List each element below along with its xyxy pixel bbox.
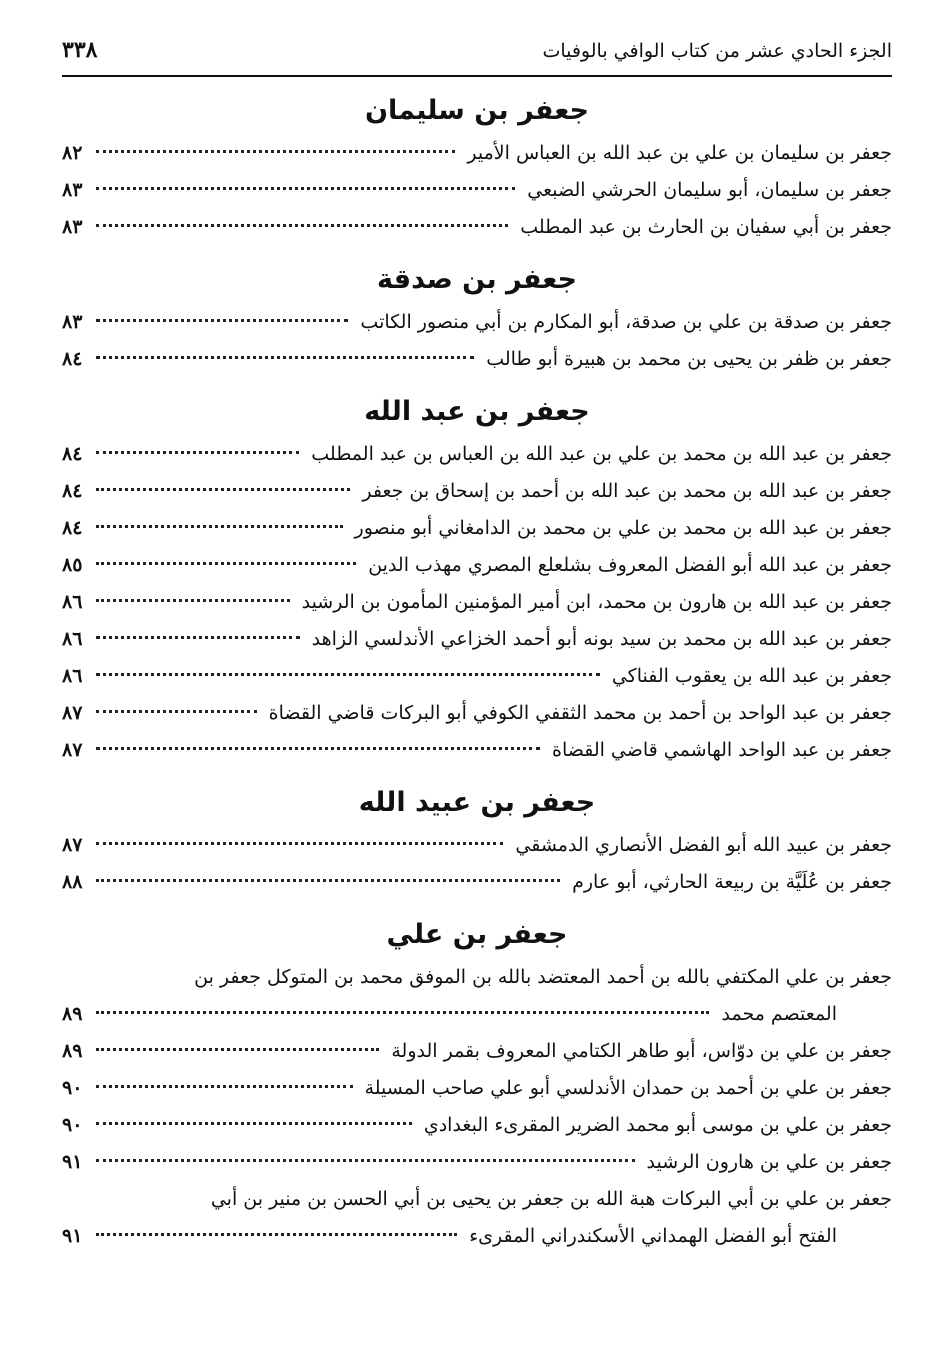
leader-dots — [96, 1159, 635, 1162]
entry-page: ٨٤ — [62, 517, 83, 539]
entry-line2 — [62, 996, 892, 1033]
index-entry — [62, 1144, 892, 1181]
index-entry — [62, 172, 892, 209]
entry-page: ٨٤ — [62, 348, 83, 370]
entry-page: ٨٣ — [62, 179, 83, 201]
leader-dots — [96, 747, 540, 750]
section-title: جعفر بن سليمان — [364, 95, 590, 126]
entry-name: جعفر بن عبد الواحد الهاشمي قاضي القضاة — [551, 739, 892, 761]
entry-page: ٨٣ — [62, 216, 83, 238]
leader-dots — [96, 525, 343, 528]
entry-name: جعفر بن علي بن دوّاس، أبو طاهر الكتامي المعروف بقمر الدولة — [391, 1040, 892, 1062]
leader-dots — [96, 488, 350, 491]
entry-page: ٨٣ — [62, 311, 83, 333]
index-entry — [62, 341, 892, 378]
entry-name-line1: جعفر بن علي المكتفي بالله بن أحمد المعتضد بالله بن الموفق محمد بن المتوكل جعفر بن — [194, 966, 892, 988]
entry-name: جعفر بن علي بن موسى أبو محمد الضرير المقرىء البغدادي — [423, 1114, 892, 1136]
section-title: جعفر بن عبد الله — [364, 396, 590, 427]
entry-page: ٨٦ — [62, 591, 83, 613]
index-entry — [62, 1070, 892, 1107]
entry-name: جعفر بن عبد الله بن محمد بن علي بن عبد الله بن العباس بن عبد المطلب — [311, 443, 892, 465]
index-entry — [62, 510, 892, 547]
entry-page: ٨٧ — [62, 702, 83, 724]
index-section — [62, 917, 892, 1255]
index-entry — [62, 864, 892, 901]
entry-page: ٨٦ — [62, 665, 83, 687]
entry-name: جعفر بن عبد الله بن محمد بن سيد بونه أبو أحمد الخزاعي الأندلسي الزاهد — [311, 628, 892, 650]
entry-name: جعفر بن عبيد الله أبو الفضل الأنصاري الدمشقي — [515, 834, 892, 856]
index-entry-multiline — [62, 959, 892, 1033]
entry-name: جعفر بن عبد الله أبو الفضل المعروف بشلعلع المصري مهذب الدين — [368, 554, 892, 576]
book-title: الجزء الحادي عشر من كتاب الوافي بالوفيات — [542, 40, 892, 62]
entry-page: ٩٠ — [62, 1077, 83, 1099]
entry-name: جعفر بن صدقة بن علي بن صدقة، أبو المكارم بن أبي منصور الكاتب — [360, 311, 892, 333]
entry-name: الفتح أبو الفضل الهمداني الأسكندراني المقرىء — [469, 1225, 837, 1247]
running-header — [62, 38, 892, 77]
leader-dots — [96, 150, 455, 153]
index-entry — [62, 732, 892, 769]
entry-name: جعفر بن ظفر بن يحيى بن محمد بن هبيرة أبو طالب — [486, 348, 892, 370]
index-entry — [62, 1033, 892, 1070]
entry-name: جعفر بن علي بن هارون الرشيد — [646, 1151, 892, 1173]
leader-dots — [96, 224, 508, 227]
entry-name: جعفر بن سليمان، أبو سليمان الحرشي الضبعي — [527, 179, 892, 201]
index-entry — [62, 135, 892, 172]
entry-name: جعفر بن عبد الله بن هارون بن محمد، ابن أمير المؤمنين المأمون بن الرشيد — [301, 591, 892, 613]
index-entry — [62, 1107, 892, 1144]
index-entry — [62, 473, 892, 510]
entry-page: ٨٤ — [62, 443, 83, 465]
entry-name: جعفر بن عبد الواحد بن أحمد بن محمد الثقفي الكوفي أبو البركات قاضي القضاة — [268, 702, 892, 724]
leader-dots — [96, 879, 560, 882]
entry-name: جعفر بن عبد الله بن يعقوب الفناكي — [611, 665, 892, 687]
entry-name: جعفر بن أبي سفيان بن الحارث بن عبد المطلب — [520, 216, 892, 238]
section-title: جعفر بن صدقة — [377, 264, 577, 295]
entry-page: ٨٩ — [62, 1040, 83, 1062]
leader-dots — [96, 710, 257, 713]
entry-name-line1: جعفر بن علي بن أبي البركات هبة الله بن جعفر بن يحيى بن أبي الحسن بن منير بن أبي — [210, 1188, 892, 1210]
entry-page: ٩٠ — [62, 1114, 83, 1136]
entry-page: ٨٦ — [62, 628, 83, 650]
index-section — [62, 394, 892, 769]
index-entry — [62, 547, 892, 584]
index-entry — [62, 304, 892, 341]
leader-dots — [96, 1085, 353, 1088]
entry-line2 — [62, 1218, 892, 1255]
index-section — [62, 785, 892, 901]
leader-dots — [96, 599, 290, 602]
entry-name: جعفر بن عُلَيَّة بن ربيعة الحارثي، أبو عارم — [572, 871, 892, 893]
page-number: ٣٣٨ — [62, 37, 98, 63]
entry-page: ٩١ — [62, 1225, 83, 1247]
leader-dots — [96, 451, 299, 454]
section-title: جعفر بن علي — [386, 919, 568, 950]
leader-dots — [96, 673, 600, 676]
leader-dots — [96, 187, 515, 190]
entry-name: جعفر بن سليمان بن علي بن عبد الله بن العباس الأمير — [467, 142, 892, 164]
leader-dots — [96, 356, 474, 359]
entry-page: ٨٨ — [62, 871, 83, 893]
leader-dots — [96, 842, 503, 845]
index-entry — [62, 584, 892, 621]
index-entry — [62, 827, 892, 864]
index-entry — [62, 209, 892, 246]
leader-dots — [96, 1122, 412, 1125]
entry-page: ٨٧ — [62, 834, 83, 856]
entry-page: ٨٥ — [62, 554, 83, 576]
entry-name: المعتصم محمد — [721, 1003, 837, 1025]
entry-page: ٨٤ — [62, 480, 83, 502]
section-title: جعفر بن عبيد الله — [358, 787, 596, 818]
entry-page: ٨٢ — [62, 142, 83, 164]
entry-page: ٨٩ — [62, 1003, 83, 1025]
index-section — [62, 262, 892, 378]
entry-page: ٩١ — [62, 1151, 83, 1173]
leader-dots — [96, 1048, 379, 1051]
leader-dots — [96, 562, 356, 565]
entry-name: جعفر بن عبد الله بن محمد بن عبد الله بن أحمد بن إسحاق بن جعفر — [362, 480, 892, 502]
leader-dots — [96, 1011, 709, 1014]
leader-dots — [96, 319, 348, 322]
entry-name: جعفر بن علي بن أحمد بن حمدان الأندلسي أبو علي صاحب المسيلة — [364, 1077, 892, 1099]
leader-dots — [96, 1233, 457, 1236]
leader-dots — [96, 636, 300, 639]
index-entry — [62, 436, 892, 473]
index-entry — [62, 695, 892, 732]
page — [62, 38, 892, 1255]
index-entry — [62, 621, 892, 658]
entry-page: ٨٧ — [62, 739, 83, 761]
index-entry — [62, 658, 892, 695]
index-entry-multiline — [62, 1181, 892, 1255]
entry-name: جعفر بن عبد الله بن محمد بن علي بن محمد بن الدامغاني أبو منصور — [354, 517, 892, 539]
index-section — [62, 93, 892, 246]
